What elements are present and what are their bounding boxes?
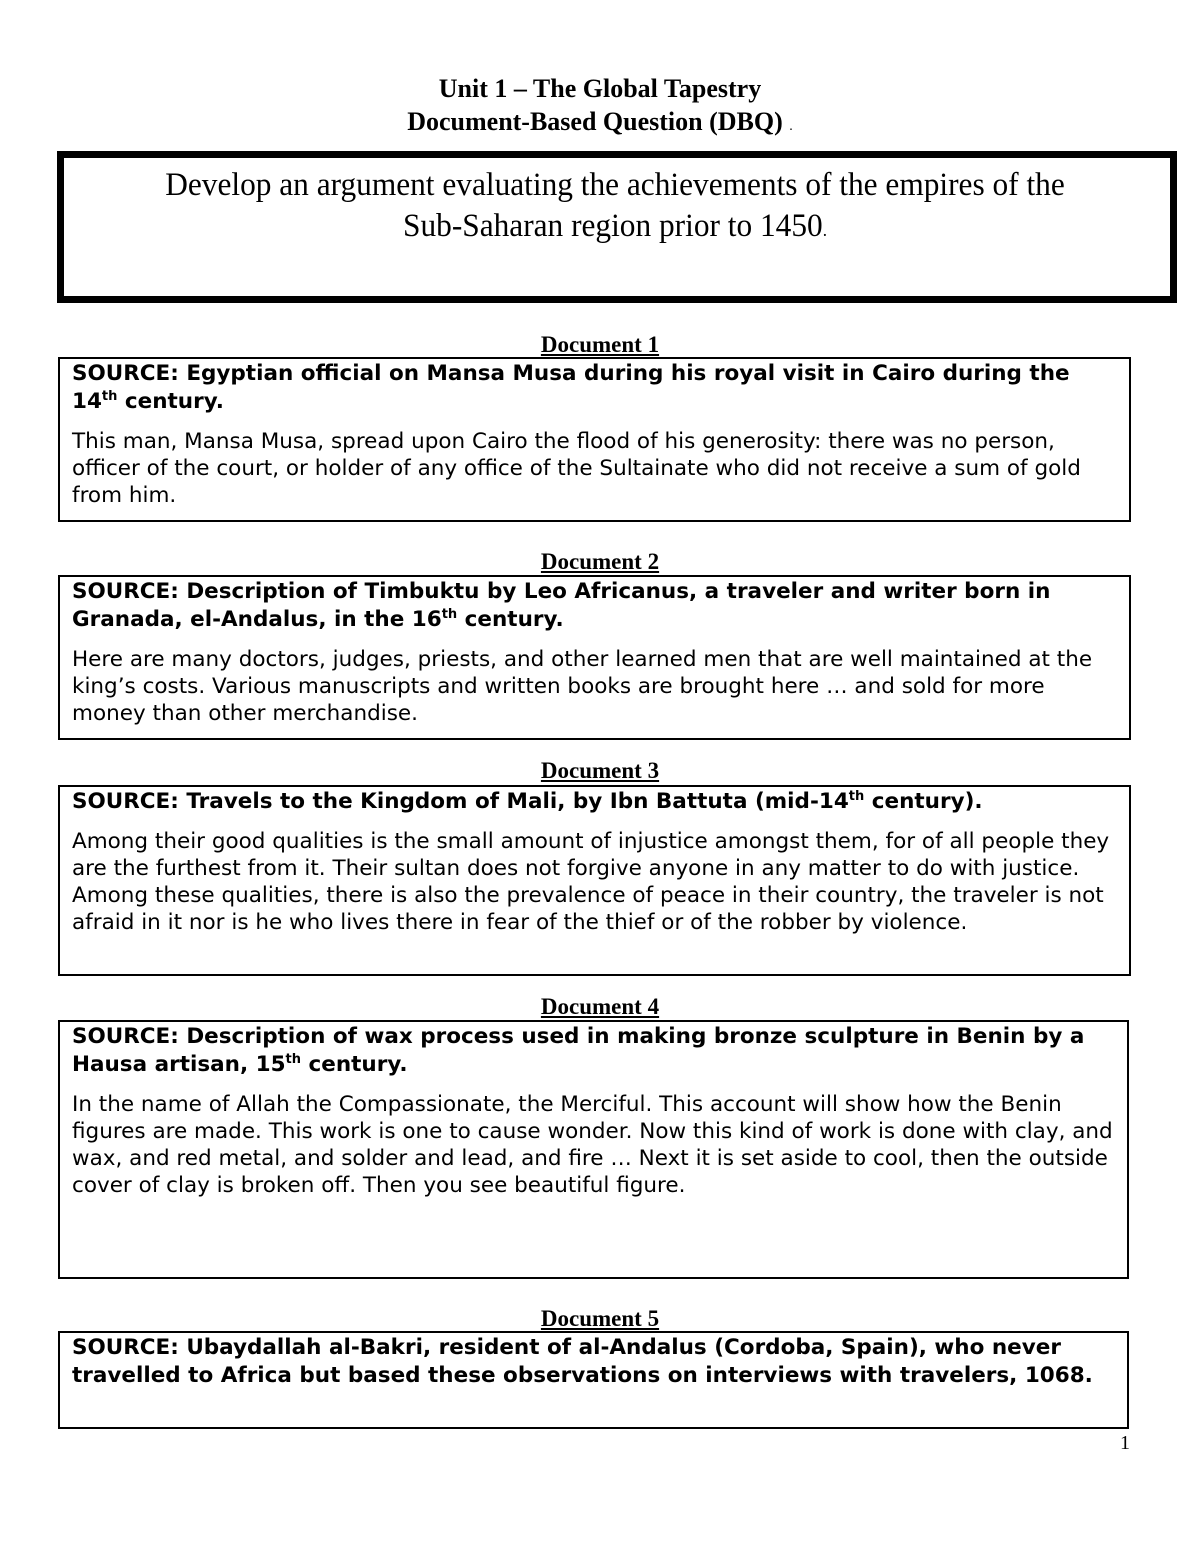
document-5-box bbox=[58, 1331, 1129, 1429]
document-3-box bbox=[58, 785, 1131, 976]
document-1-box bbox=[58, 357, 1131, 522]
document-1-heading: Document 1 bbox=[540, 332, 660, 357]
prompt-text bbox=[31, 165, 1200, 251]
prompt-line-1: Develop an argument evaluating the achievements of the empires of the bbox=[165, 167, 1065, 203]
document-1-source-end: century. bbox=[117, 388, 224, 414]
document-3-source-sup: th bbox=[848, 789, 865, 804]
document-2-body: Here are many doctors, judges, priests, and other learned men that are well maintained at the king’s costs. Various manuscripts and written books are brought here … and sold for more money than other merchandise. bbox=[72, 647, 1093, 726]
document-1-source-text: SOURCE: Egyptian official on Mansa Musa during his royal visit in Cairo during the 14 bbox=[72, 361, 1070, 414]
page-subtitle bbox=[0, 105, 1200, 143]
subtitle-mark: . bbox=[789, 119, 793, 134]
document-2-heading: Document 2 bbox=[540, 549, 660, 574]
prompt-line-2-text: Sub-Saharan region prior to 1450 bbox=[403, 208, 823, 244]
document-3-source-end: century). bbox=[864, 789, 983, 814]
document-5-heading: Document 5 bbox=[540, 1306, 660, 1331]
document-1-source-sup: th bbox=[101, 388, 118, 404]
document-3-source-text: SOURCE: Travels to the Kingdom of Mali, by Ibn Battuta (mid-14 bbox=[72, 789, 849, 814]
prompt-line-2-end: . bbox=[822, 220, 827, 240]
document-1-body: This man, Mansa Musa, spread upon Cairo the flood of his generosity: there was no person, officer of the court, or holder of any office of the Sultainate who did not receive a sum of gold from him. bbox=[72, 429, 1081, 508]
document-2-source bbox=[72, 578, 1121, 633]
document-4-source-text: SOURCE: Description of wax process used in making bronze sculpture in Benin by a Hausa artisan, 15 bbox=[72, 1024, 1085, 1077]
document-4-source bbox=[72, 1023, 1119, 1078]
document-3-body: Among their good qualities is the small amount of injustice amongst them, for of all people they are the furthest from it. Their sultan does not forgive anyone in any matter to do with justice. Among these qualities, there is also the prevalence of peace in their country, the traveler is not afraid in it nor is he who lives there in fear of the thief or of the robber by violence. bbox=[72, 829, 1110, 935]
document-2-box bbox=[58, 575, 1131, 740]
document-2-source-end: century. bbox=[457, 606, 564, 632]
document-3-heading: Document 3 bbox=[540, 758, 660, 783]
document-4-heading: Document 4 bbox=[540, 994, 660, 1019]
page-number: 1 bbox=[1120, 1432, 1130, 1454]
document-4-body: In the name of Allah the Compassionate, the Merciful. This account will show how the Benin figures are made. This work is one to cause wonder. Now this kind of work is done with clay, and wax, and red metal, and solder and lead, and fire … Next it is set aside to cool, then the outside cover of clay is broken off. Then you see beautiful figure. bbox=[72, 1092, 1113, 1198]
document-2-source-sup: th bbox=[441, 606, 458, 622]
document-3-source bbox=[72, 788, 1121, 816]
document-2-source-text: SOURCE: Description of Timbuktu by Leo Africanus, a traveler and writer born in Granada, el-Andalus, in the 16 bbox=[72, 579, 1051, 632]
document-5-source: SOURCE: Ubaydallah al-Bakri, resident of al-Andalus (Cordoba, Spain), who never travelled to Africa but based these observations on interviews with travelers, 1068. bbox=[72, 1335, 1093, 1388]
page-title: Unit 1 – The Global Tapestry bbox=[438, 74, 762, 103]
document-4-source-sup: th bbox=[285, 1051, 302, 1067]
prompt-line-2 bbox=[31, 206, 1200, 251]
document-4-box bbox=[58, 1020, 1129, 1279]
document-4-source-end: century. bbox=[301, 1051, 408, 1077]
subtitle-text: Document-Based Question (DBQ) bbox=[407, 107, 783, 136]
document-1-source bbox=[72, 360, 1121, 415]
